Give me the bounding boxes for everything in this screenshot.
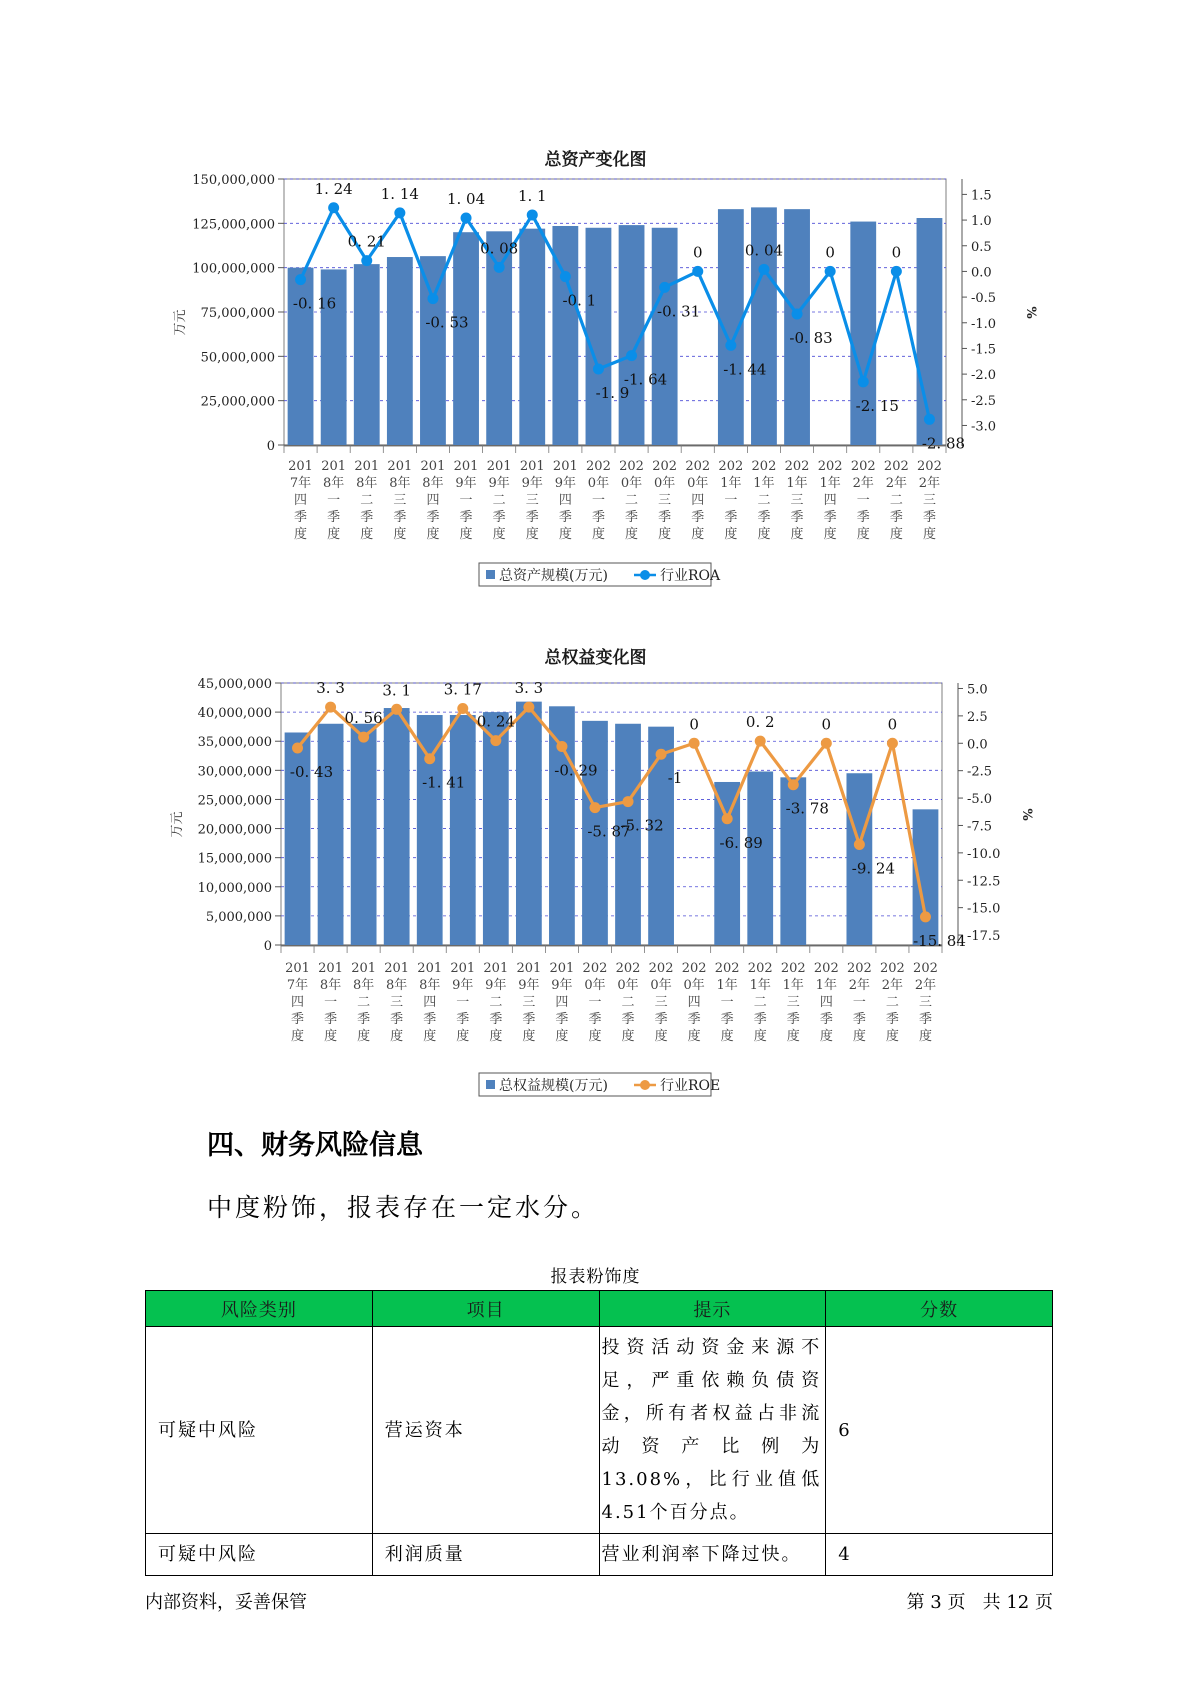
table-row [146,1534,1053,1576]
bar [747,771,773,945]
legend-bar-label: 总权益规模(万元) [499,1078,608,1094]
bar [714,782,740,945]
row-hint: 投资活动资金来源不足，严重依赖负债资金，所有者权益占非流动资产比例为13.08%，比行业值低4.51个百分点。 [599,1327,826,1534]
right-axis-tick-label: -17.5 [967,929,1001,945]
x-axis-category-label: 201 9年三季度 [519,459,545,542]
row-score: 4 [826,1534,1053,1576]
x-axis-category-label: 202 2年一季度 [850,459,876,542]
x-axis-category-label: 202 1年一季度 [718,459,744,542]
right-axis-tick-label: 5.0 [967,682,988,698]
right-axis-tick-label: -7.5 [967,819,993,835]
data-label: -0. 29 [554,761,598,780]
x-axis-category-label: 202 2年二季度 [880,961,905,1044]
line-point [755,736,766,747]
data-label: -0. 31 [657,302,701,321]
left-axis-title: 万元 [170,811,185,838]
left-axis-tick-label: 40,000,000 [197,706,272,722]
x-axis-category-label: 202 0年一季度 [582,961,608,1044]
x-axis-category-label: 202 0年三季度 [648,961,674,1044]
bar [417,715,443,945]
x-axis-category-label: 202 2年三季度 [913,961,938,1044]
x-axis-category-label: 201 8年四季度 [417,961,443,1044]
right-axis-tick-label: -12.5 [967,874,1001,890]
right-axis-tick-label: -2.5 [971,393,997,409]
data-label: -5. 32 [620,816,664,835]
line-point [788,779,799,790]
x-axis-category-label: 201 7年四季度 [288,459,313,542]
data-label: -0. 43 [289,762,334,781]
data-label: 0. 08 [480,239,519,258]
data-label: -1. 44 [723,360,767,379]
data-label: -0. 53 [425,313,469,332]
line-point [821,738,832,749]
data-label: -2. 88 [921,434,966,453]
data-label: 3. 17 [443,680,482,699]
left-axis-tick-label: 5,000,000 [205,909,272,925]
data-label: 0 [689,715,699,734]
line-point [292,742,303,753]
x-axis-category-label: 202 0年四季度 [681,961,707,1044]
data-label: -2. 15 [855,396,899,415]
left-axis-tick-label: 75,000,000 [200,306,275,321]
data-label: -1. 41 [422,773,466,792]
line-point [920,911,931,922]
data-label: -1. 64 [623,370,668,389]
x-axis-category-label: 201 8年四季度 [420,459,446,542]
legend-line-label: 行业ROA [660,568,721,584]
row-risk-category: 可疑中风险 [146,1534,373,1576]
right-axis-tick-label: 1.0 [971,214,992,230]
left-axis-tick-label: 25,000,000 [200,394,275,410]
line-point [887,738,898,749]
x-axis-category-label: 202 0年一季度 [586,459,611,542]
line-point [358,732,369,743]
right-axis-tick-label: 0.0 [971,265,992,281]
x-axis-category-label: 202 2年三季度 [917,459,942,542]
x-axis-category-label: 202 1年二季度 [747,961,773,1044]
data-label: -15. 84 [913,931,966,950]
data-label: -3. 78 [785,799,829,818]
line-point [689,738,700,749]
left-axis-tick-label: 30,000,000 [197,764,272,780]
section-heading: 四、财务风险信息 [207,1130,423,1161]
x-axis-category-label: 202 2年一季度 [846,961,872,1044]
right-axis-tick-label: 2.5 [967,709,988,725]
data-label: -9. 24 [851,859,895,878]
data-label: -1 [667,769,683,788]
data-label: -0. 1 [562,291,597,310]
left-axis-tick-label: 0 [266,439,275,454]
x-axis-category-label: 201 7年四季度 [285,961,310,1044]
legend-line-marker [640,1080,650,1090]
data-label: -6. 89 [719,833,763,852]
x-axis-category-label: 201 8年一季度 [318,961,343,1044]
table-row [146,1327,1053,1534]
x-axis-category-label: 202 0年三季度 [652,459,678,542]
data-label: 3. 3 [514,679,544,698]
bar [516,702,542,945]
bar [318,724,344,945]
line-point [391,704,402,715]
left-axis-tick-label: 20,000,000 [197,822,272,838]
risk-summary: 中度粉饰，报表存在一定水分。 [207,1193,600,1222]
chart-title-total-assets: 总资产变化图 [544,150,647,170]
data-label: 0 [891,243,902,262]
x-axis-category-label: 202 1年四季度 [813,961,839,1044]
footer-page-number: 第 3 页 共 12 页 [906,1592,1053,1613]
right-axis-tick-label: -5.0 [967,792,993,808]
data-label: 0 [821,715,832,734]
right-axis-tick-label: -15.0 [967,901,1001,917]
data-label: 1. 1 [517,186,547,205]
line-point [490,735,501,746]
bar [351,724,377,945]
right-axis-title: % [1023,306,1038,319]
x-axis-category-label: 201 9年二季度 [486,459,512,542]
right-axis-tick-label: -2.5 [967,764,993,780]
line-point [556,741,567,752]
x-axis-category-label: 201 8年三季度 [387,459,413,542]
header-risk-category: 风险类别 [146,1291,373,1327]
row-risk-category: 可疑中风险 [146,1327,373,1534]
data-label: -1. 9 [595,383,630,402]
data-label: 3. 1 [382,681,411,700]
x-axis-category-label: 202 2年二季度 [883,459,909,542]
bar [450,715,476,945]
x-axis-category-label: 201 9年一季度 [453,459,479,542]
header-hint: 提示 [599,1291,826,1327]
header-item: 项目 [372,1291,599,1327]
right-axis-tick-label: 0.5 [971,239,992,255]
x-axis-category-label: 201 9年一季度 [450,961,476,1044]
right-axis-tick-label: -3.0 [971,419,997,435]
bar [384,708,410,945]
x-axis-category-label: 202 1年三季度 [780,961,806,1044]
left-axis-tick-label: 35,000,000 [197,735,272,751]
footer-confidential-note: 内部资料，妥善保管 [145,1592,307,1613]
left-axis-tick-label: 50,000,000 [200,350,275,366]
data-label: 0. 56 [344,709,383,728]
data-label: 0. 21 [347,232,386,251]
legend-bar-label: 总资产规模(万元) [499,568,608,584]
x-axis-category-label: 201 9年三季度 [516,961,542,1044]
left-axis-tick-label: 100,000,000 [192,261,275,277]
x-axis-category-label: 201 8年二季度 [354,459,380,542]
data-label: 1. 04 [446,190,486,209]
x-axis-category-label: 202 1年四季度 [817,459,843,542]
x-axis-category-label: 202 1年三季度 [784,459,810,542]
line-point [589,802,600,813]
left-axis-title: 万元 [173,309,188,336]
table-caption: 报表粉饰度 [550,1267,641,1287]
data-label: 1. 14 [380,184,419,203]
x-axis-category-label: 201 8年二季度 [351,961,377,1044]
right-axis-tick-label: 0.0 [967,737,988,753]
left-axis-tick-label: 15,000,000 [197,851,272,867]
right-axis-title: % [1019,808,1034,821]
data-label: -5. 87 [587,822,631,841]
x-axis-category-label: 201 9年四季度 [549,961,575,1044]
data-label: 0 [825,243,835,262]
left-axis-tick-label: 150,000,000 [192,173,275,188]
line-point [722,813,733,824]
data-label: -0. 16 [292,294,337,313]
left-axis-tick-label: 10,000,000 [197,880,272,896]
data-label: -0. 83 [789,329,833,348]
data-label: 0. 2 [745,713,775,732]
line-point [457,703,468,714]
x-axis-category-label: 202 0年四季度 [685,459,711,542]
risk-table [145,1290,1053,1576]
bar [483,712,509,945]
right-axis-tick-label: -0.5 [971,291,997,307]
right-axis-tick-label: -2.0 [971,368,997,384]
data-label: 1. 24 [314,179,353,198]
chart-title-total-equity: 总权益变化图 [544,648,647,668]
line-point [523,702,534,713]
data-label: 0 [692,243,703,262]
x-axis-category-label: 202 0年二季度 [615,961,641,1044]
line-point [656,749,667,760]
row-score: 6 [826,1327,1053,1534]
left-axis-tick-label: 125,000,000 [192,217,275,233]
right-axis-tick-label: -10.0 [967,846,1001,862]
row-item: 营运资本 [372,1327,599,1534]
left-axis-tick-label: 25,000,000 [197,793,272,809]
legend-line-label: 行业ROE [660,1078,721,1094]
x-axis-category-label: 201 8年一季度 [321,459,347,542]
line-point [854,839,865,850]
right-axis-tick-label: -1.5 [971,342,997,358]
data-label: 0. 04 [744,241,784,260]
line-point [325,702,336,713]
data-label: 0 [887,715,898,734]
row-hint: 营业利润率下降过快。 [599,1534,826,1576]
x-axis-category-label: 201 9年二季度 [483,961,509,1044]
x-axis-category-label: 201 8年三季度 [384,961,410,1044]
x-axis-category-label: 202 1年一季度 [714,961,740,1044]
table-header-row [146,1291,1053,1327]
line-point [623,796,634,807]
x-axis-category-label: 202 0年二季度 [619,459,644,542]
legend-bar-swatch [486,1080,495,1089]
right-axis-tick-label: -1.0 [971,316,997,332]
left-axis-tick-label: 0 [263,939,272,954]
row-item: 利润质量 [372,1534,599,1576]
right-axis-tick-label: 1.5 [971,188,992,204]
data-label: 3. 3 [316,679,345,698]
header-score: 分数 [826,1291,1053,1327]
left-axis-tick-label: 45,000,000 [197,677,272,692]
x-axis-category-label: 201 9年四季度 [552,459,578,542]
data-label: 0. 24 [476,712,515,731]
line-point [424,753,435,764]
x-axis-category-label: 202 1年二季度 [751,459,777,542]
